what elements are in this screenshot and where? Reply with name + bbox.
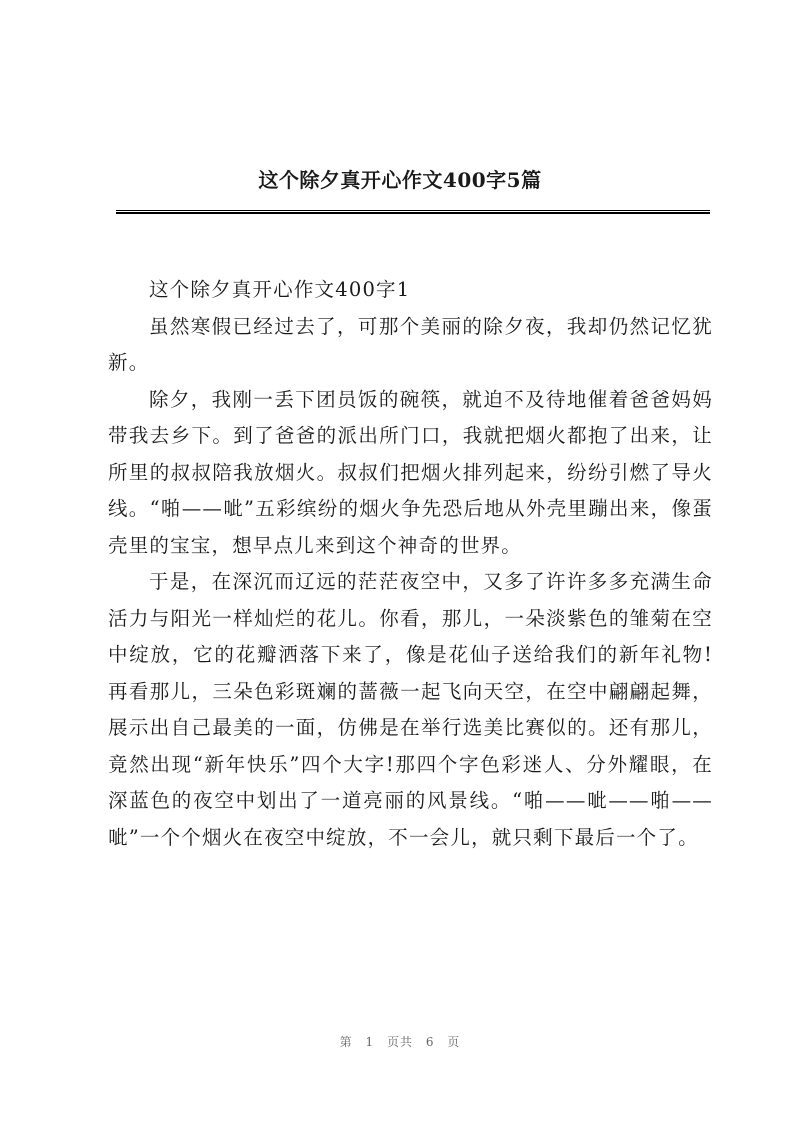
paragraph-2: 除夕，我刚一丢下团员饭的碗筷，就迫不及待地催着爸爸妈妈带我去乡下。到了爸爸的派出所门口，我就把烟火都抱了出来，让所里的叔叔陪我放烟火。叔叔们把烟火排列起来，纷纷引燃了导火线。“啪——呲”五彩缤纷的烟火争先恐后地从外壳里蹦出来，像蛋壳里的宝宝，想早点儿来到这个神奇的世界。 — [108, 387, 713, 557]
footer-prefix: 第 — [339, 1035, 353, 1049]
paragraph-3: 于是，在深沉而辽远的茫茫夜空中，又多了许许多多充满生命活力与阳光一样灿烂的花儿。你看，那儿，一朵淡紫色的雏菊在空中绽放，它的花瓣洒落下来了，像是花仙子送给我们的新年礼物!再看那儿，三朵色彩斑斓的蔷薇一起飞向天空，在空中翩翩起舞，展示出自己最美的一面，仿佛是在举行选美比赛似的。还有那儿，竟然出现“新年快乐”四个大字!那四个字色彩迷人、分外耀眼，在深蓝色的夜空中划出了一道亮丽的风景线。“啪——呲——啪——呲”一个个烟火在夜空中绽放，不一会儿，就只剩下最后一个了。 — [108, 570, 713, 849]
page-footer — [0, 1033, 800, 1050]
title-divider — [116, 210, 710, 214]
footer-suffix: 页 — [447, 1035, 461, 1049]
page-number: 1 — [365, 1035, 375, 1049]
page-title: 这个除夕真开心作文400字5篇 — [258, 168, 542, 192]
footer-middle: 页共 — [386, 1035, 413, 1049]
paragraph-1: 虽然寒假已经过去了，可那个美丽的除夕夜，我却仍然记忆犹新。 — [108, 314, 713, 374]
document-body — [108, 272, 713, 856]
page-total: 6 — [425, 1035, 435, 1049]
section-heading: 这个除夕真开心作文400字1 — [148, 278, 411, 301]
